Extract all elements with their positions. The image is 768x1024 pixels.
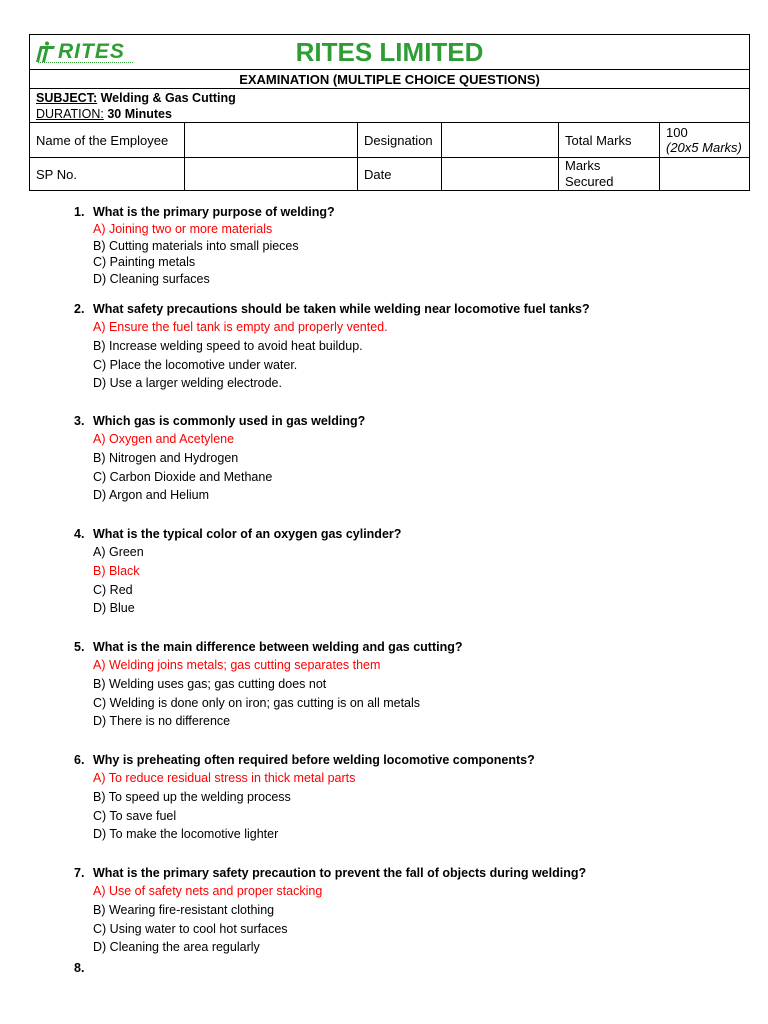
question-number: 3. xyxy=(74,414,85,428)
duration-label: DURATION: xyxy=(36,106,104,121)
question-prompt: What safety precautions should be taken while welding near locomotive fuel tanks? xyxy=(93,302,590,316)
answer-option: D) Argon and Helium xyxy=(93,488,210,503)
answer-option: C) To save fuel xyxy=(93,808,177,823)
answer-option: B) Cutting materials into small pieces xyxy=(93,238,299,253)
question-text xyxy=(74,638,463,656)
answer-option: C) Painting metals xyxy=(93,255,196,269)
option-list xyxy=(93,656,463,731)
question-1 xyxy=(74,203,335,287)
marks-secured-label-line2: Secured xyxy=(565,174,614,189)
correct-option: A) Oxygen and Acetylene xyxy=(93,432,235,446)
option-list xyxy=(93,882,586,957)
answer-option: D) There is no difference xyxy=(93,714,231,729)
sp-field[interactable] xyxy=(185,158,358,191)
question-prompt: What is the typical color of an oxygen gas cylinder? xyxy=(93,527,402,541)
correct-option: B) Black xyxy=(93,563,140,578)
question-number: 5. xyxy=(74,640,85,654)
correct-option: A) Joining two or more materials xyxy=(93,222,273,236)
answer-option: B) Increase welding speed to avoid heat buildup. xyxy=(93,338,363,353)
answer-option: D) Blue xyxy=(93,601,135,616)
question-number: 6. xyxy=(74,753,85,767)
total-marks-value: 100 xyxy=(666,125,688,140)
answer-option: D) Use a larger welding electrode. xyxy=(93,376,282,391)
correct-option: A) Use of safety nets and proper stacking xyxy=(93,884,323,898)
name-label: Name of the Employee xyxy=(30,123,185,158)
question-6 xyxy=(74,751,535,844)
total-marks-label: Total Marks xyxy=(559,123,660,158)
question-7 xyxy=(74,864,586,957)
question-prompt: What is the primary purpose of welding? xyxy=(93,205,335,219)
question-text xyxy=(74,525,401,543)
marks-secured-field[interactable] xyxy=(660,158,750,191)
question-3 xyxy=(74,412,365,505)
question-prompt: What is the main difference between welding and gas cutting? xyxy=(93,640,463,654)
option-list xyxy=(93,543,401,618)
answer-option: D) Cleaning the area regularly xyxy=(93,940,260,955)
marks-secured-label xyxy=(559,158,660,191)
exam-header-table xyxy=(29,34,750,191)
trailing-question-number: 8. xyxy=(74,961,85,975)
answer-option: D) To make the locomotive lighter xyxy=(93,827,279,842)
option-list xyxy=(93,430,365,505)
answer-option: B) Wearing fire-resistant clothing xyxy=(93,902,275,917)
designation-field[interactable] xyxy=(442,123,559,158)
duration-line xyxy=(36,106,743,122)
question-prompt: What is the primary safety precaution to prevent the fall of objects during welding? xyxy=(93,866,587,880)
option-list xyxy=(93,769,535,844)
question-text xyxy=(74,412,365,430)
subject-label: SUBJECT: xyxy=(36,90,98,105)
question-text xyxy=(74,751,535,769)
answer-option: C) Welding is done only on iron; gas cutting is on all metals xyxy=(93,695,421,710)
answer-option: C) Using water to cool hot surfaces xyxy=(93,921,288,936)
question-text xyxy=(74,300,590,318)
sp-label: SP No. xyxy=(30,158,185,191)
answer-option: B) Welding uses gas; gas cutting does not xyxy=(93,676,327,691)
title-cell xyxy=(30,35,750,70)
question-4 xyxy=(74,525,401,618)
question-number: 7. xyxy=(74,866,85,880)
total-marks-value-cell xyxy=(660,123,750,158)
correct-option: A) To reduce residual stress in thick metal parts xyxy=(93,771,356,785)
date-field[interactable] xyxy=(442,158,559,191)
question-number: 2. xyxy=(74,302,85,316)
answer-option: D) Cleaning surfaces xyxy=(93,271,210,286)
exam-title: EXAMINATION (MULTIPLE CHOICE QUESTIONS) xyxy=(30,70,750,89)
answer-option: A) Green xyxy=(93,545,144,559)
option-list xyxy=(93,318,590,393)
answer-option: B) To speed up the welding process xyxy=(93,789,291,804)
subject-value: Welding & Gas Cutting xyxy=(100,90,236,105)
company-title: RITES LIMITED xyxy=(295,37,484,67)
name-field[interactable] xyxy=(185,123,358,158)
duration-value: 30 Minutes xyxy=(107,106,172,121)
question-prompt: Which gas is commonly used in gas welding? xyxy=(93,414,366,428)
answer-option: C) Red xyxy=(93,582,133,597)
logo-text: RITES xyxy=(58,40,125,63)
question-2 xyxy=(74,300,590,393)
question-text xyxy=(74,203,335,221)
answer-option: C) Place the locomotive under water. xyxy=(93,357,298,372)
total-marks-note: (20x5 Marks) xyxy=(666,140,742,155)
subject-cell xyxy=(30,89,750,123)
answer-option: C) Carbon Dioxide and Methane xyxy=(93,469,273,484)
question-number: 4. xyxy=(74,527,85,541)
question-text xyxy=(74,864,586,882)
subject-line xyxy=(36,90,743,106)
date-label: Date xyxy=(358,158,442,191)
correct-option: A) Welding joins metals; gas cutting separates them xyxy=(93,658,381,672)
designation-label: Designation xyxy=(358,123,442,158)
answer-option: B) Nitrogen and Hydrogen xyxy=(93,450,239,465)
question-prompt: Why is preheating often required before welding locomotive components? xyxy=(93,753,535,767)
question-5 xyxy=(74,638,463,731)
question-number: 1. xyxy=(74,205,85,219)
marks-secured-label-line1: Marks xyxy=(565,158,601,173)
correct-option: A) Ensure the fuel tank is empty and properly vented. xyxy=(93,320,388,334)
option-list xyxy=(93,221,335,287)
